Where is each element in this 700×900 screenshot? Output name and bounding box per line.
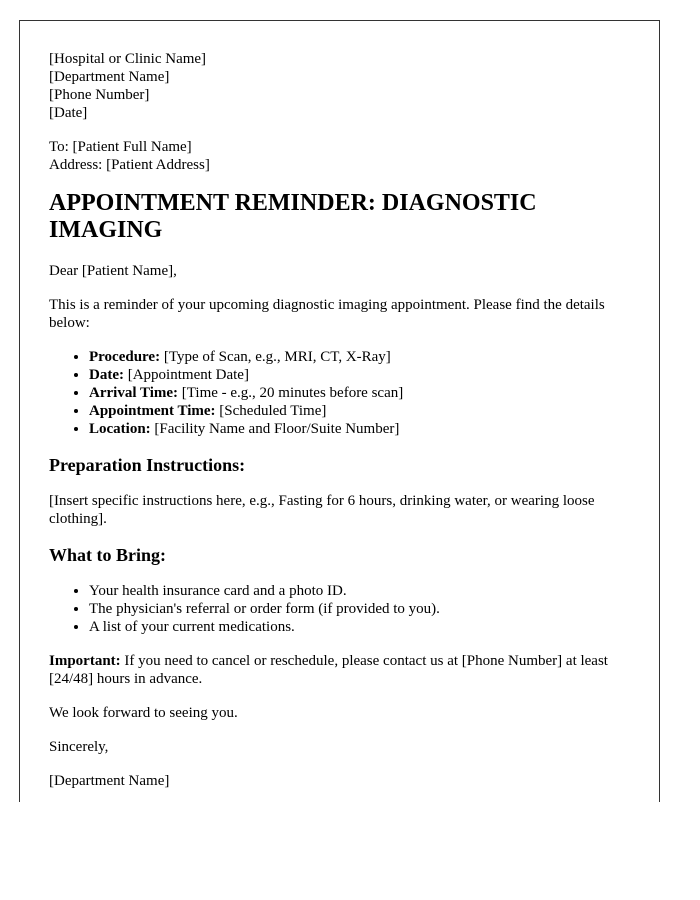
bring-heading: What to Bring: xyxy=(49,545,166,565)
important-text: If you need to cancel or reschedule, please contact us at [Phone Number] at least [24/48] hours in advance. xyxy=(49,653,608,687)
recipient-name: To: [Patient Full Name] xyxy=(49,139,192,155)
detail-label: Procedure: xyxy=(89,349,161,365)
bring-item: • A list of your current medications. xyxy=(89,618,639,636)
signoff: Sincerely, xyxy=(49,739,109,755)
greeting: Dear [Patient Name], xyxy=(49,263,177,279)
bring-list xyxy=(49,582,639,636)
recipient-address: Address: [Patient Address] xyxy=(49,157,210,173)
important-notice xyxy=(49,652,639,688)
letter-content xyxy=(49,50,639,802)
closing-line: We look forward to seeing you. xyxy=(49,705,238,721)
appointment-details-list xyxy=(49,348,639,438)
detail-date xyxy=(89,366,639,384)
detail-value: [Type of Scan, e.g., MRI, CT, X-Ray] xyxy=(160,349,391,365)
signature: [Department Name] xyxy=(49,773,170,789)
detail-location xyxy=(89,420,639,438)
detail-value: [Scheduled Time] xyxy=(215,403,327,419)
detail-appointment-time xyxy=(89,402,639,420)
hospital-name: [Hospital or Clinic Name] xyxy=(49,51,207,67)
detail-procedure xyxy=(89,348,639,366)
important-label: Important: xyxy=(49,653,121,669)
detail-label: Appointment Time: xyxy=(89,403,216,419)
phone-number: [Phone Number] xyxy=(49,87,150,103)
letter-title: APPOINTMENT REMINDER: DIAGNOSTIC IMAGING xyxy=(49,190,537,243)
detail-value: [Time - e.g., 20 minutes before scan] xyxy=(178,385,404,401)
sender-block xyxy=(49,50,639,122)
intro-paragraph: This is a reminder of your upcoming diagnostic imaging appointment. Please find the details below: xyxy=(49,297,605,331)
detail-label: Date: xyxy=(89,367,124,383)
letter-page xyxy=(19,20,660,802)
bring-item: • Your health insurance card and a photo ID. xyxy=(89,582,639,600)
bring-item: • The physician's referral or order form (if provided to you). xyxy=(89,600,639,618)
detail-value: [Appointment Date] xyxy=(123,367,249,383)
preparation-text: [Insert specific instructions here, e.g., Fasting for 6 hours, drinking water, or wearing loose clothing]. xyxy=(49,493,595,527)
detail-arrival-time xyxy=(89,384,639,402)
preparation-heading: Preparation Instructions: xyxy=(49,455,246,475)
letter-date: [Date] xyxy=(49,105,88,121)
department-name: [Department Name] xyxy=(49,69,170,85)
detail-value: [Facility Name and Floor/Suite Number] xyxy=(150,421,400,437)
recipient-block xyxy=(49,138,639,174)
detail-label: Arrival Time: xyxy=(89,385,179,401)
detail-label: Location: xyxy=(89,421,151,437)
